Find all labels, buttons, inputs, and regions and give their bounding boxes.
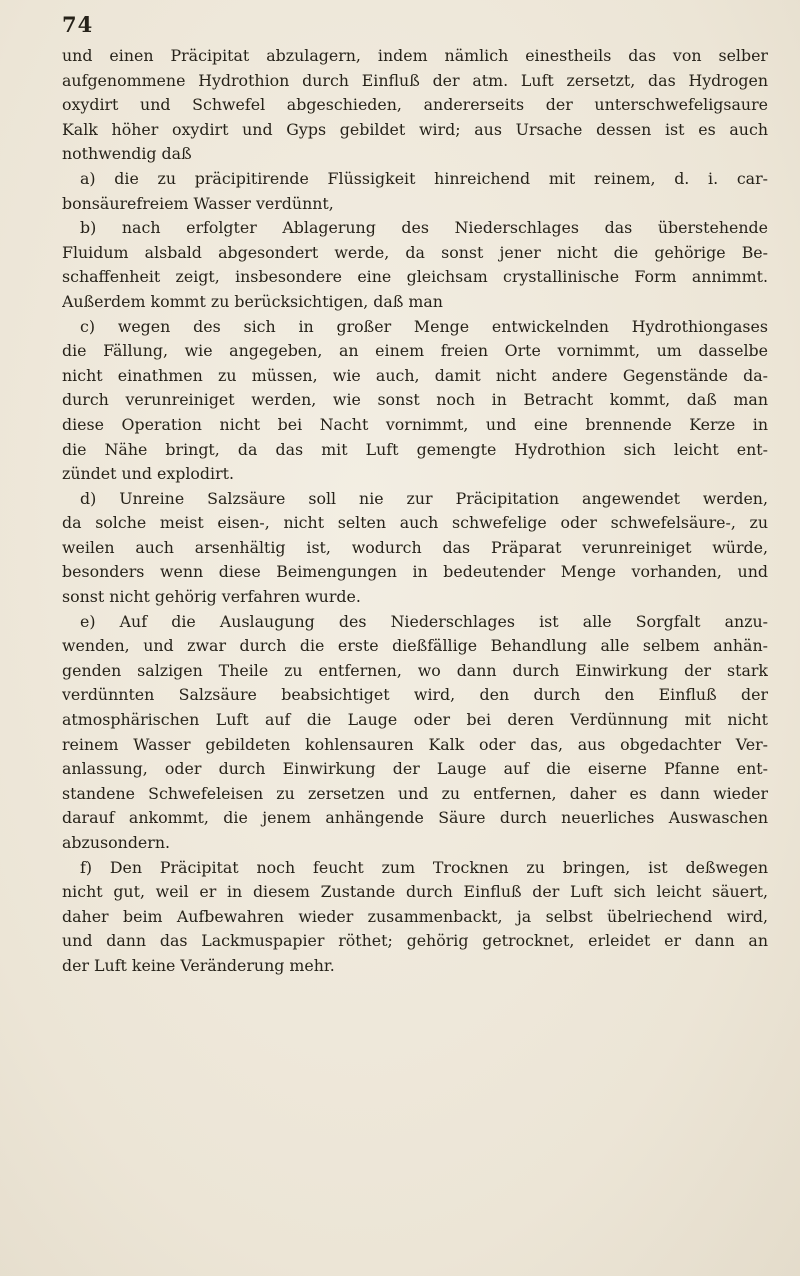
text-line: daher beim Aufbewahren wieder zusammenbackt, ja selbst übelriechend wird, [62, 906, 768, 926]
text-line: weilen auch arsenhältig ist, wodurch das Präparat verunreiniget würde, [62, 537, 768, 557]
text-line: der Luft keine Veränderung mehr. [62, 955, 335, 975]
text-line: und dann das Lackmuspapier röthet; gehörig getrocknet, erleidet er dann an [62, 931, 768, 951]
text-line: die Nähe bringt, da das mit Luft gemengte Hydrothion sich leicht ent- [62, 439, 768, 459]
text-line: sonst nicht gehörig verfahren wurde. [62, 587, 361, 607]
text-line: e) Auf die Auslaugung des Niederschlages ist alle Sorgfalt anzu- [80, 611, 768, 631]
text-line: d) Unreine Salzsäure soll nie zur Präcipitation angewendet werden, [80, 488, 768, 508]
text-line: aufgenommene Hydrothion durch Einfluß der atm. Luft zersetzt, das Hydrogen [62, 70, 768, 90]
body-text [62, 44, 768, 979]
text-line: abzusondern. [62, 833, 171, 852]
text-line: durch verunreiniget werden, wie sonst noch in Betracht kommt, daß man [62, 390, 768, 410]
text-line: anlassung, oder durch Einwirkung der Lauge auf die eiserne Pfanne ent- [62, 759, 768, 779]
text-line: genden salzigen Theile zu entfernen, wo dann durch Einwirkung der stark [62, 660, 768, 680]
text-line: da solche meist eisen-, nicht selten auch schwefelige oder schwefelsäure-, zu [62, 513, 768, 533]
text-line: atmosphärischen Luft auf die Lauge oder bei deren Verdünnung mit nicht [62, 710, 768, 730]
text-line: und einen Präcipitat abzulagern, indem nämlich einestheils das von selber [62, 46, 768, 65]
text-line: standene Schwefeleisen zu zersetzen und zu entfernen, daher es dann wieder [62, 783, 768, 803]
text-line: f) Den Präcipitat noch feucht zum Trocknen zu bringen, ist deßwegen [80, 857, 768, 877]
page-number: 74 [62, 12, 94, 37]
text-line: die Fällung, wie angegeben, an einem freien Orte vornimmt, um dasselbe [62, 341, 768, 361]
text-line: a) die zu präcipitirende Flüssigkeit hinreichend mit reinem, d. i. car- [80, 168, 768, 188]
text-line: nothwendig daß [62, 144, 192, 164]
text-line: besonders wenn diese Beimengungen in bedeutender Menge vorhanden, und [62, 562, 768, 582]
text-line: oxydirt und Schwefel abgeschieden, andererseits der unterschwefeligsaure [62, 95, 768, 115]
text-line: Außerdem kommt zu berücksichtigen, daß man [62, 291, 443, 311]
text-line: zündet und explodirt. [62, 464, 234, 484]
text-line: nicht gut, weil er in diesem Zustande durch Einfluß der Luft sich leicht säuert, [62, 882, 768, 902]
text-line: reinem Wasser gebildeten kohlensauren Kalk oder das, aus obgedachter Ver- [62, 734, 768, 754]
text-line: diese Operation nicht bei Nacht vornimmt, und eine brennende Kerze in [62, 414, 768, 434]
text-line: verdünnten Salzsäure beabsichtiget wird, den durch den Einfluß der [62, 685, 768, 705]
text-line: schaffenheit zeigt, insbesondere eine gleichsam crystallinische Form annimmt. [62, 267, 768, 287]
text-line: b) nach erfolgter Ablagerung des Niederschlages das überstehende [80, 218, 768, 238]
text-line: wenden, und zwar durch die erste dießfällige Behandlung alle selbem anhän- [62, 636, 768, 656]
text-line: Kalk höher oxydirt und Gyps gebildet wird; aus Ursache dessen ist es auch [62, 119, 768, 139]
text-line: Fluidum alsbald abgesondert werde, da sonst jener nicht die gehörige Be- [62, 242, 768, 262]
text-line: darauf ankommt, die jenem anhängende Säure durch neuerliches Auswaschen [62, 808, 768, 828]
text-line: bonsäurefreiem Wasser verdünnt, [62, 193, 334, 213]
text-line: nicht einathmen zu müssen, wie auch, damit nicht andere Gegenstände da- [62, 365, 768, 385]
text-line: c) wegen des sich in großer Menge entwickelnden Hydrothiongases [80, 316, 768, 336]
